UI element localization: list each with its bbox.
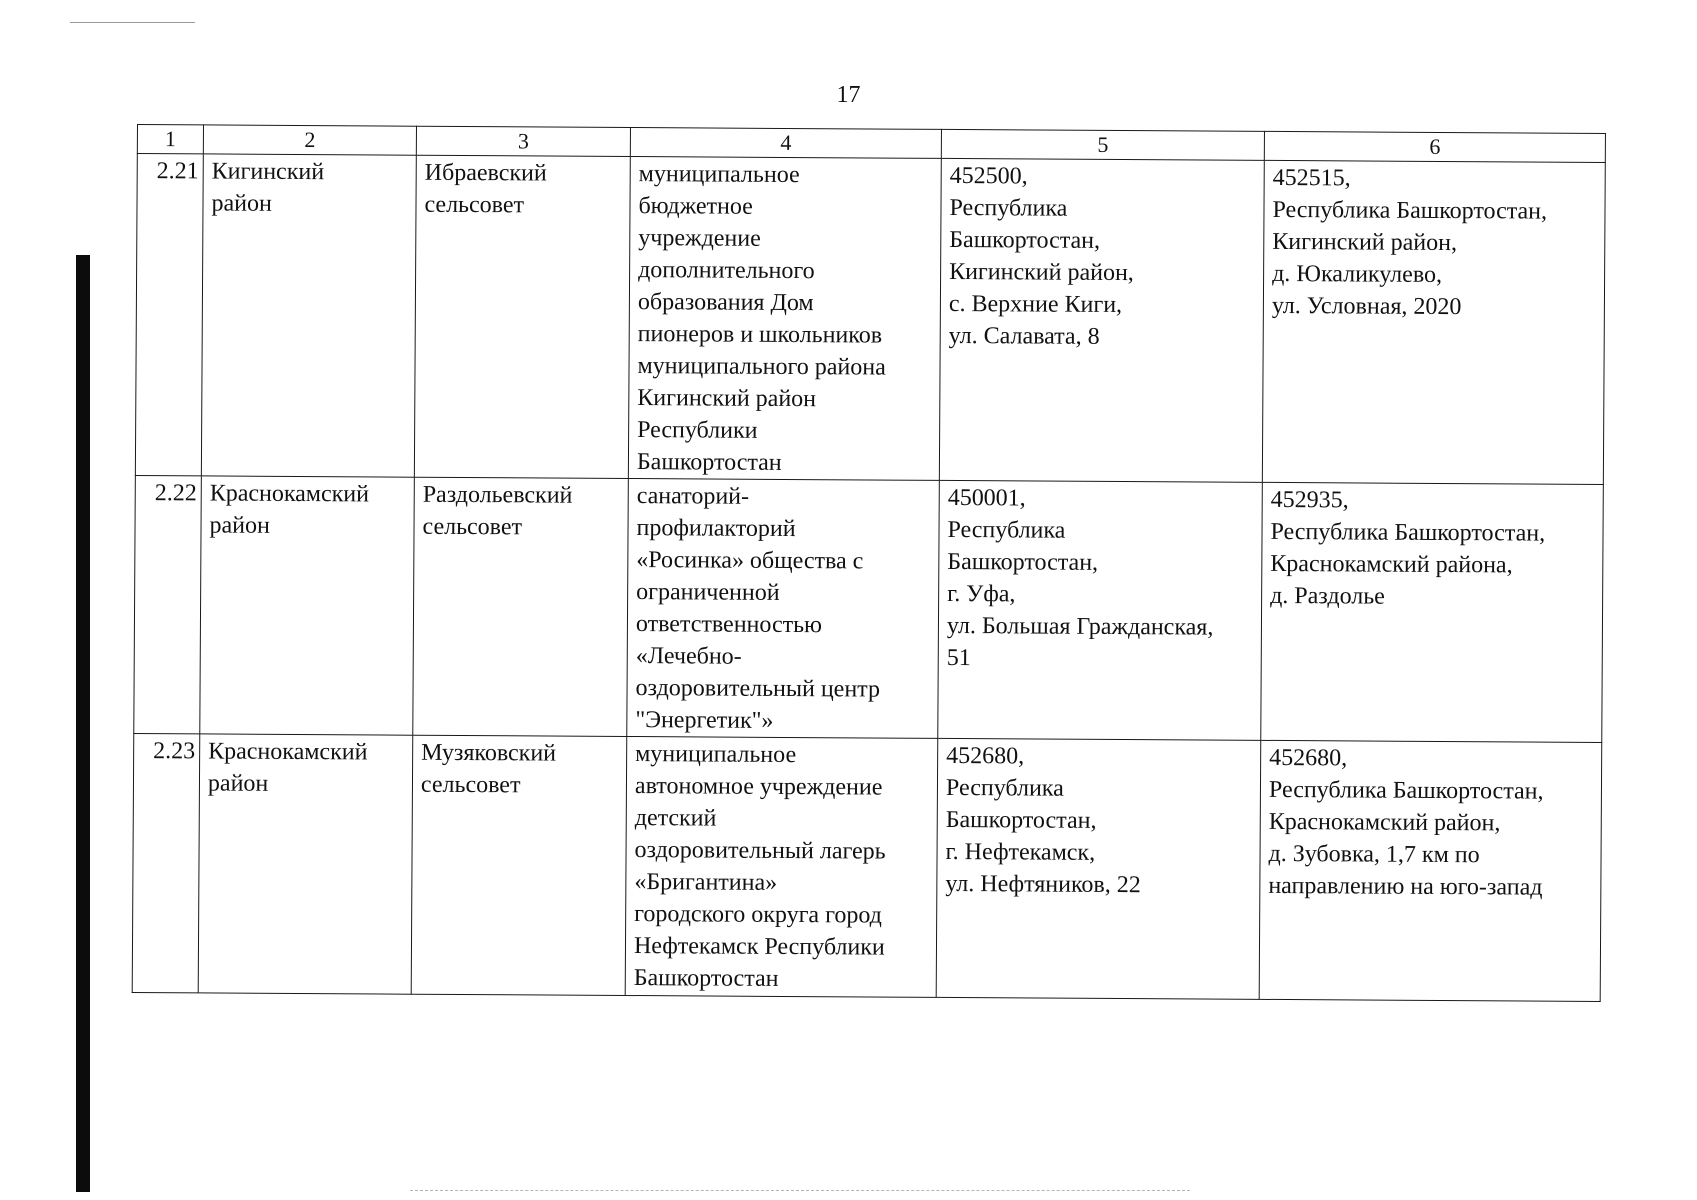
council-cell: Музяковский сельсовет bbox=[411, 735, 627, 995]
header-cell-legal-address: 5 bbox=[941, 129, 1264, 160]
header-cell-organization: 4 bbox=[630, 128, 941, 159]
organization-cell: муниципальное автономное учреждение детский оздоровительный лагерь «Бригантина» городского округа город Нефтекамск Республики Башкортостан bbox=[625, 737, 938, 998]
legal-address-cell: 452680, Республика Башкортостан, г. Нефтекамск, ул. Нефтяников, 22 bbox=[936, 738, 1261, 999]
header-cell-council: 3 bbox=[416, 126, 630, 156]
district-cell: Краснокамский район bbox=[198, 734, 413, 994]
row-number-cell: 2.22 bbox=[134, 475, 202, 733]
register-table bbox=[132, 124, 1606, 1002]
legal-address-cell: 450001, Республика Башкортостан, г. Уфа, ул. Большая Гражданская, 51 bbox=[938, 480, 1263, 740]
scan-artifact-bottom-line bbox=[410, 1190, 1190, 1191]
page-number: 17 bbox=[836, 82, 861, 108]
organization-cell: муниципальное бюджетное учреждение дополнительного образования Дом пионеров и школьников муниципального района Кигинский район Республики Башкортостан bbox=[628, 157, 941, 481]
council-cell: Раздольевский сельсовет bbox=[413, 477, 629, 736]
table-row bbox=[134, 475, 1604, 742]
scan-artifact-binding-bar bbox=[76, 255, 90, 1192]
header-cell-actual-address: 6 bbox=[1264, 131, 1605, 162]
legal-address-cell: 452500, Республика Башкортостан, Кигинский район, с. Верхние Киги, ул. Салавата, 8 bbox=[939, 158, 1264, 482]
table-row bbox=[132, 733, 1602, 1001]
header-cell-number: 1 bbox=[137, 125, 203, 154]
actual-address-cell: 452515, Республика Башкортостан, Кигинский район, д. Юкаликулево, ул. Условная, 2020 bbox=[1262, 160, 1605, 484]
organization-cell: санаторий- профилакторий «Росинка» общества с ограниченной ответственностью «Лечебно- оздоровительный центр "Энергетик"» bbox=[627, 479, 940, 739]
district-cell: Кигинский район bbox=[201, 154, 416, 477]
row-number-cell: 2.21 bbox=[135, 154, 203, 476]
actual-address-cell: 452680, Республика Башкортостан, Краснокамский район, д. Зубовка, 1,7 км по направлению на юго-запад bbox=[1259, 740, 1602, 1001]
scan-artifact-top-line bbox=[70, 22, 195, 23]
council-cell: Ибраевский сельсовет bbox=[414, 155, 630, 478]
actual-address-cell: 452935, Республика Башкортостан, Краснокамский района, д. Раздолье bbox=[1261, 482, 1604, 742]
row-number-cell: 2.23 bbox=[132, 733, 200, 992]
table-row bbox=[135, 154, 1605, 485]
district-cell: Краснокамский район bbox=[200, 476, 415, 735]
header-cell-district: 2 bbox=[203, 125, 416, 155]
